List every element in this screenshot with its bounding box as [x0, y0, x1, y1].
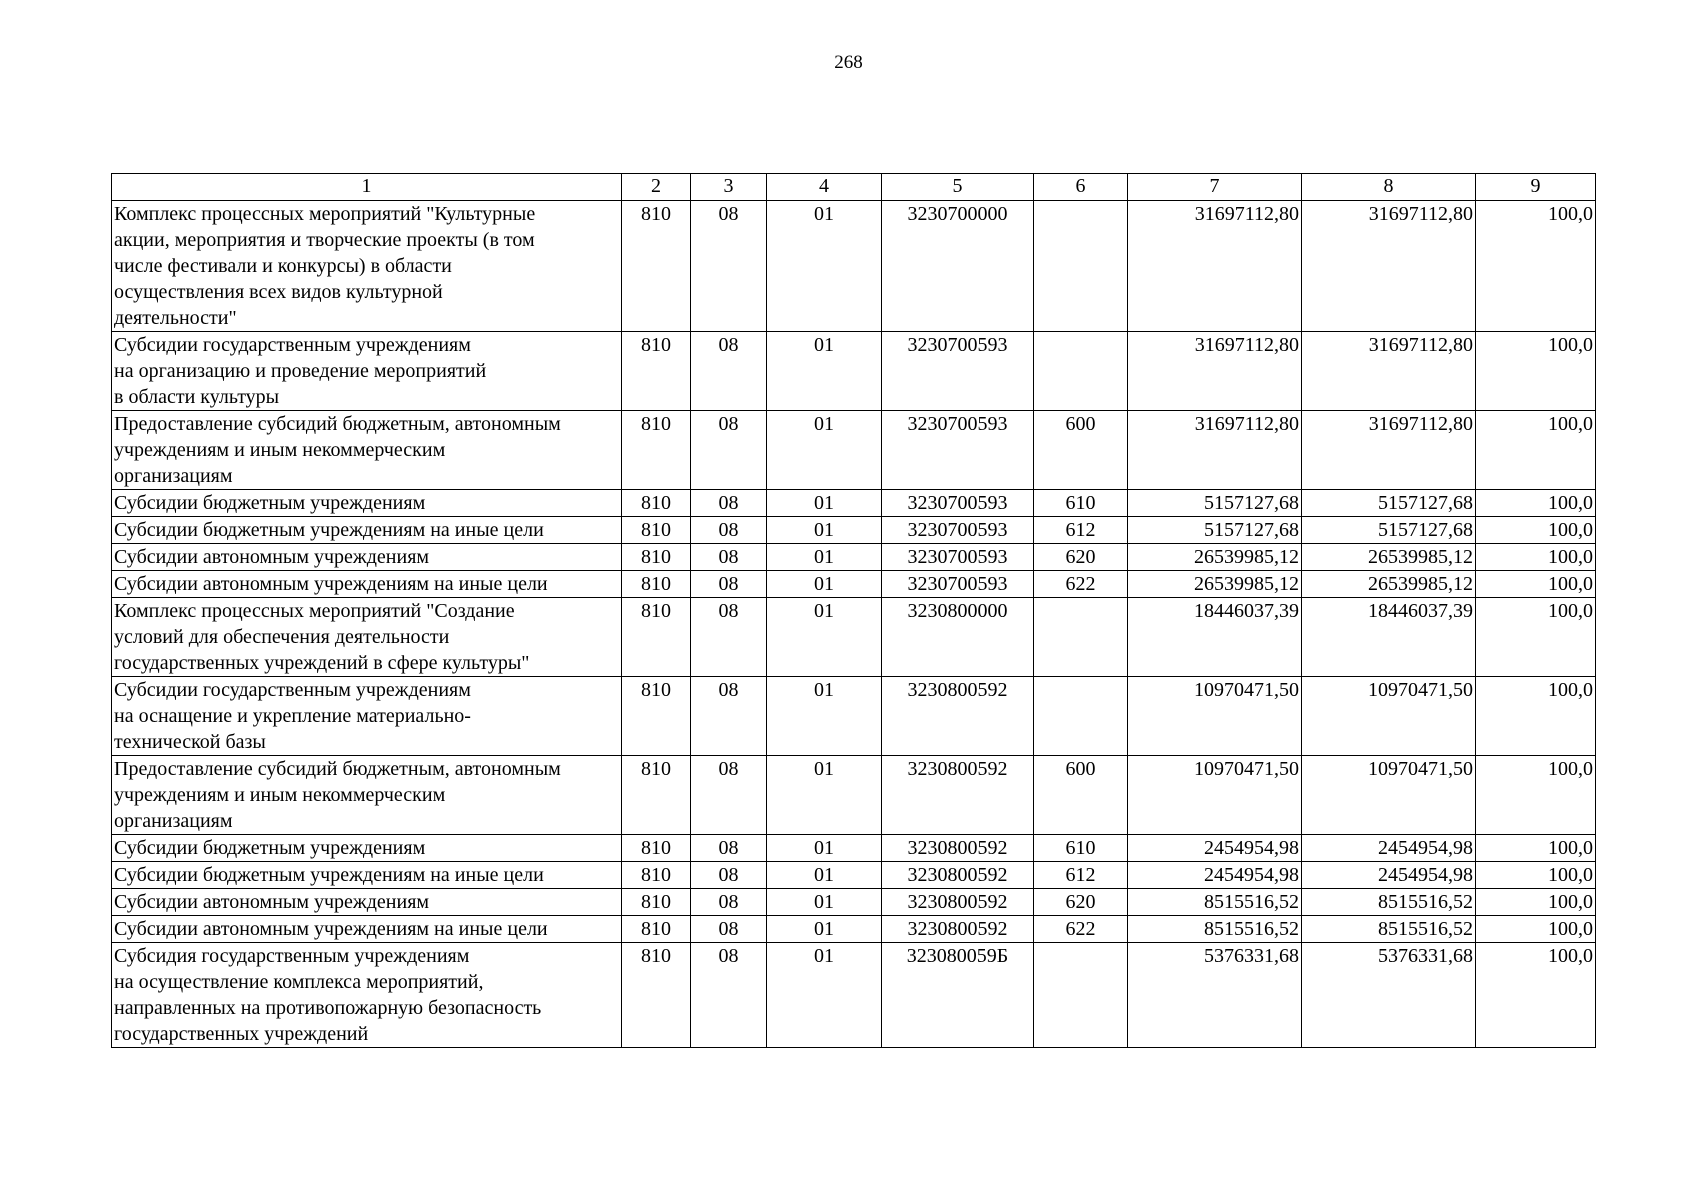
subsection-code-cell: 01	[767, 889, 882, 916]
table-row	[112, 889, 1596, 916]
row-name-cell	[112, 677, 622, 756]
expense-type-code-cell: 620	[1034, 889, 1128, 916]
row-name-line: условий для обеспечения деятельности	[114, 626, 450, 648]
table-row	[112, 517, 1596, 544]
percent-cell: 100,0	[1476, 943, 1596, 1048]
column-header: 6	[1034, 174, 1128, 201]
section-code-cell: 08	[691, 677, 767, 756]
target-article-code-cell: 3230700593	[882, 332, 1034, 411]
column-header: 1	[112, 174, 622, 201]
expense-type-code-cell: 622	[1034, 916, 1128, 943]
row-name-line: направленных на противопожарную безопасность	[114, 997, 542, 1019]
section-code-cell: 08	[691, 835, 767, 862]
table-row	[112, 411, 1596, 490]
gr-code-cell: 810	[622, 544, 691, 571]
target-article-code-cell: 3230800592	[882, 756, 1034, 835]
executed-sum-cell: 31697112,80	[1302, 201, 1476, 332]
table-row	[112, 201, 1596, 332]
table-row	[112, 598, 1596, 677]
table-row	[112, 571, 1596, 598]
row-name-line: Субсидии автономным учреждениям на иные цели	[114, 918, 548, 940]
subsection-code-cell: 01	[767, 571, 882, 598]
row-name-line: технической базы	[114, 731, 266, 753]
column-header: 7	[1128, 174, 1302, 201]
subsection-code-cell: 01	[767, 332, 882, 411]
target-article-code-cell: 3230700593	[882, 411, 1034, 490]
row-name-line: Комплекс процессных мероприятий "Создание	[114, 600, 515, 622]
planned-sum-cell: 10970471,50	[1128, 677, 1302, 756]
row-name-line: деятельности"	[114, 307, 237, 329]
planned-sum-cell: 8515516,52	[1128, 916, 1302, 943]
row-name-line: на осуществление комплекса мероприятий,	[114, 971, 484, 993]
row-name-line: Комплекс процессных мероприятий "Культурные	[114, 203, 536, 225]
column-header: 3	[691, 174, 767, 201]
section-code-cell: 08	[691, 943, 767, 1048]
gr-code-cell: 810	[622, 201, 691, 332]
expense-type-code-cell	[1034, 943, 1128, 1048]
gr-code-cell: 810	[622, 916, 691, 943]
planned-sum-cell: 31697112,80	[1128, 201, 1302, 332]
table-row	[112, 835, 1596, 862]
subsection-code-cell: 01	[767, 517, 882, 544]
row-name-line: Субсидии бюджетным учреждениям на иные цели	[114, 519, 544, 541]
expense-type-code-cell: 612	[1034, 517, 1128, 544]
row-name-line: осуществления всех видов культурной	[114, 281, 443, 303]
subsection-code-cell: 01	[767, 544, 882, 571]
section-code-cell: 08	[691, 862, 767, 889]
row-name-cell	[112, 411, 622, 490]
column-header: 5	[882, 174, 1034, 201]
table-row	[112, 756, 1596, 835]
row-name-line: в области культуры	[114, 386, 280, 408]
row-name-cell	[112, 571, 622, 598]
planned-sum-cell: 31697112,80	[1128, 411, 1302, 490]
expense-type-code-cell: 610	[1034, 835, 1128, 862]
target-article-code-cell: 3230800592	[882, 835, 1034, 862]
percent-cell: 100,0	[1476, 201, 1596, 332]
row-name-cell	[112, 916, 622, 943]
expense-type-code-cell	[1034, 598, 1128, 677]
executed-sum-cell: 8515516,52	[1302, 916, 1476, 943]
percent-cell: 100,0	[1476, 517, 1596, 544]
executed-sum-cell: 31697112,80	[1302, 332, 1476, 411]
table-row	[112, 677, 1596, 756]
section-code-cell: 08	[691, 598, 767, 677]
executed-sum-cell: 5157127,68	[1302, 490, 1476, 517]
section-code-cell: 08	[691, 756, 767, 835]
gr-code-cell: 810	[622, 490, 691, 517]
subsection-code-cell: 01	[767, 201, 882, 332]
row-name-line: Предоставление субсидий бюджетным, автономным	[114, 758, 561, 780]
row-name-line: акции, мероприятия и творческие проекты (в том	[114, 229, 535, 251]
section-code-cell: 08	[691, 201, 767, 332]
percent-cell: 100,0	[1476, 756, 1596, 835]
executed-sum-cell: 31697112,80	[1302, 411, 1476, 490]
table-row	[112, 916, 1596, 943]
percent-cell: 100,0	[1476, 332, 1596, 411]
row-name-cell	[112, 598, 622, 677]
expense-type-code-cell: 600	[1034, 411, 1128, 490]
planned-sum-cell: 8515516,52	[1128, 889, 1302, 916]
row-name-line: Субсидии автономным учреждениям	[114, 546, 430, 568]
gr-code-cell: 810	[622, 332, 691, 411]
row-name-line: Субсидии государственным учреждениям	[114, 679, 471, 701]
page-number: 268	[834, 52, 863, 73]
percent-cell: 100,0	[1476, 571, 1596, 598]
planned-sum-cell: 5376331,68	[1128, 943, 1302, 1048]
row-name-line: Субсидии бюджетным учреждениям	[114, 837, 426, 859]
row-name-line: организациям	[114, 465, 233, 487]
gr-code-cell: 810	[622, 835, 691, 862]
row-name-line: Субсидии бюджетным учреждениям	[114, 492, 426, 514]
planned-sum-cell: 26539985,12	[1128, 544, 1302, 571]
expense-type-code-cell: 622	[1034, 571, 1128, 598]
target-article-code-cell: 3230700593	[882, 490, 1034, 517]
row-name-cell	[112, 889, 622, 916]
planned-sum-cell: 18446037,39	[1128, 598, 1302, 677]
expense-type-code-cell: 610	[1034, 490, 1128, 517]
section-code-cell: 08	[691, 490, 767, 517]
subsection-code-cell: 01	[767, 943, 882, 1048]
row-name-line: Предоставление субсидий бюджетным, автономным	[114, 413, 561, 435]
subsection-code-cell: 01	[767, 490, 882, 517]
expense-type-code-cell	[1034, 677, 1128, 756]
row-name-cell	[112, 517, 622, 544]
executed-sum-cell: 18446037,39	[1302, 598, 1476, 677]
executed-sum-cell: 5376331,68	[1302, 943, 1476, 1048]
row-name-cell	[112, 756, 622, 835]
executed-sum-cell: 26539985,12	[1302, 571, 1476, 598]
executed-sum-cell: 10970471,50	[1302, 677, 1476, 756]
section-code-cell: 08	[691, 332, 767, 411]
section-code-cell: 08	[691, 916, 767, 943]
gr-code-cell: 810	[622, 862, 691, 889]
row-name-line: Субсидия государственным учреждениям	[114, 945, 470, 967]
row-name-line: учреждениям и иным некоммерческим	[114, 784, 446, 806]
executed-sum-cell: 10970471,50	[1302, 756, 1476, 835]
section-code-cell: 08	[691, 571, 767, 598]
subsection-code-cell: 01	[767, 598, 882, 677]
target-article-code-cell: 3230700593	[882, 517, 1034, 544]
budget-table	[111, 173, 1596, 1048]
header-row	[112, 174, 1596, 201]
expense-type-code-cell: 600	[1034, 756, 1128, 835]
section-code-cell: 08	[691, 889, 767, 916]
row-name-line: на оснащение и укрепление материально-	[114, 705, 471, 727]
column-header: 8	[1302, 174, 1476, 201]
planned-sum-cell: 10970471,50	[1128, 756, 1302, 835]
row-name-cell	[112, 544, 622, 571]
row-name-line: Субсидии государственным учреждениям	[114, 334, 471, 356]
table-row	[112, 943, 1596, 1048]
gr-code-cell: 810	[622, 677, 691, 756]
planned-sum-cell: 26539985,12	[1128, 571, 1302, 598]
executed-sum-cell: 26539985,12	[1302, 544, 1476, 571]
row-name-line: Субсидии автономным учреждениям на иные цели	[114, 573, 548, 595]
executed-sum-cell: 2454954,98	[1302, 862, 1476, 889]
planned-sum-cell: 5157127,68	[1128, 490, 1302, 517]
row-name-line: учреждениям и иным некоммерческим	[114, 439, 446, 461]
target-article-code-cell: 3230700000	[882, 201, 1034, 332]
subsection-code-cell: 01	[767, 756, 882, 835]
subsection-code-cell: 01	[767, 835, 882, 862]
percent-cell: 100,0	[1476, 544, 1596, 571]
row-name-cell	[112, 201, 622, 332]
planned-sum-cell: 5157127,68	[1128, 517, 1302, 544]
planned-sum-cell: 2454954,98	[1128, 835, 1302, 862]
target-article-code-cell: 3230800592	[882, 889, 1034, 916]
percent-cell: 100,0	[1476, 889, 1596, 916]
column-header: 2	[622, 174, 691, 201]
percent-cell: 100,0	[1476, 862, 1596, 889]
planned-sum-cell: 31697112,80	[1128, 332, 1302, 411]
section-code-cell: 08	[691, 411, 767, 490]
row-name-cell	[112, 943, 622, 1048]
percent-cell: 100,0	[1476, 411, 1596, 490]
target-article-code-cell: 3230700593	[882, 571, 1034, 598]
subsection-code-cell: 01	[767, 411, 882, 490]
row-name-line: числе фестивали и конкурсы) в области	[114, 255, 452, 277]
percent-cell: 100,0	[1476, 677, 1596, 756]
expense-type-code-cell	[1034, 201, 1128, 332]
row-name-cell	[112, 490, 622, 517]
row-name-cell	[112, 862, 622, 889]
target-article-code-cell: 3230800592	[882, 677, 1034, 756]
row-name-cell	[112, 835, 622, 862]
row-name-line: Субсидии автономным учреждениям	[114, 891, 430, 913]
percent-cell: 100,0	[1476, 916, 1596, 943]
column-header: 9	[1476, 174, 1596, 201]
table-row	[112, 332, 1596, 411]
row-name-line: государственных учреждений	[114, 1023, 369, 1045]
gr-code-cell: 810	[622, 517, 691, 544]
gr-code-cell: 810	[622, 598, 691, 677]
target-article-code-cell: 3230800592	[882, 862, 1034, 889]
section-code-cell: 08	[691, 544, 767, 571]
table-row	[112, 490, 1596, 517]
row-name-line: на организацию и проведение мероприятий	[114, 360, 487, 382]
column-header: 4	[767, 174, 882, 201]
target-article-code-cell: 3230800592	[882, 916, 1034, 943]
expense-type-code-cell	[1034, 332, 1128, 411]
percent-cell: 100,0	[1476, 598, 1596, 677]
row-name-cell	[112, 332, 622, 411]
row-name-line: организациям	[114, 810, 233, 832]
row-name-line: государственных учреждений в сфере культуры"	[114, 652, 530, 674]
percent-cell: 100,0	[1476, 835, 1596, 862]
executed-sum-cell: 5157127,68	[1302, 517, 1476, 544]
table-row	[112, 862, 1596, 889]
expense-type-code-cell: 612	[1034, 862, 1128, 889]
gr-code-cell: 810	[622, 411, 691, 490]
executed-sum-cell: 8515516,52	[1302, 889, 1476, 916]
gr-code-cell: 810	[622, 889, 691, 916]
percent-cell: 100,0	[1476, 490, 1596, 517]
target-article-code-cell: 323080059Б	[882, 943, 1034, 1048]
planned-sum-cell: 2454954,98	[1128, 862, 1302, 889]
target-article-code-cell: 3230700593	[882, 544, 1034, 571]
table-row	[112, 544, 1596, 571]
target-article-code-cell: 3230800000	[882, 598, 1034, 677]
subsection-code-cell: 01	[767, 916, 882, 943]
subsection-code-cell: 01	[767, 677, 882, 756]
gr-code-cell: 810	[622, 943, 691, 1048]
gr-code-cell: 810	[622, 756, 691, 835]
subsection-code-cell: 01	[767, 862, 882, 889]
section-code-cell: 08	[691, 517, 767, 544]
executed-sum-cell: 2454954,98	[1302, 835, 1476, 862]
table-body	[112, 201, 1596, 1048]
gr-code-cell: 810	[622, 571, 691, 598]
row-name-line: Субсидии бюджетным учреждениям на иные цели	[114, 864, 544, 886]
expense-type-code-cell: 620	[1034, 544, 1128, 571]
